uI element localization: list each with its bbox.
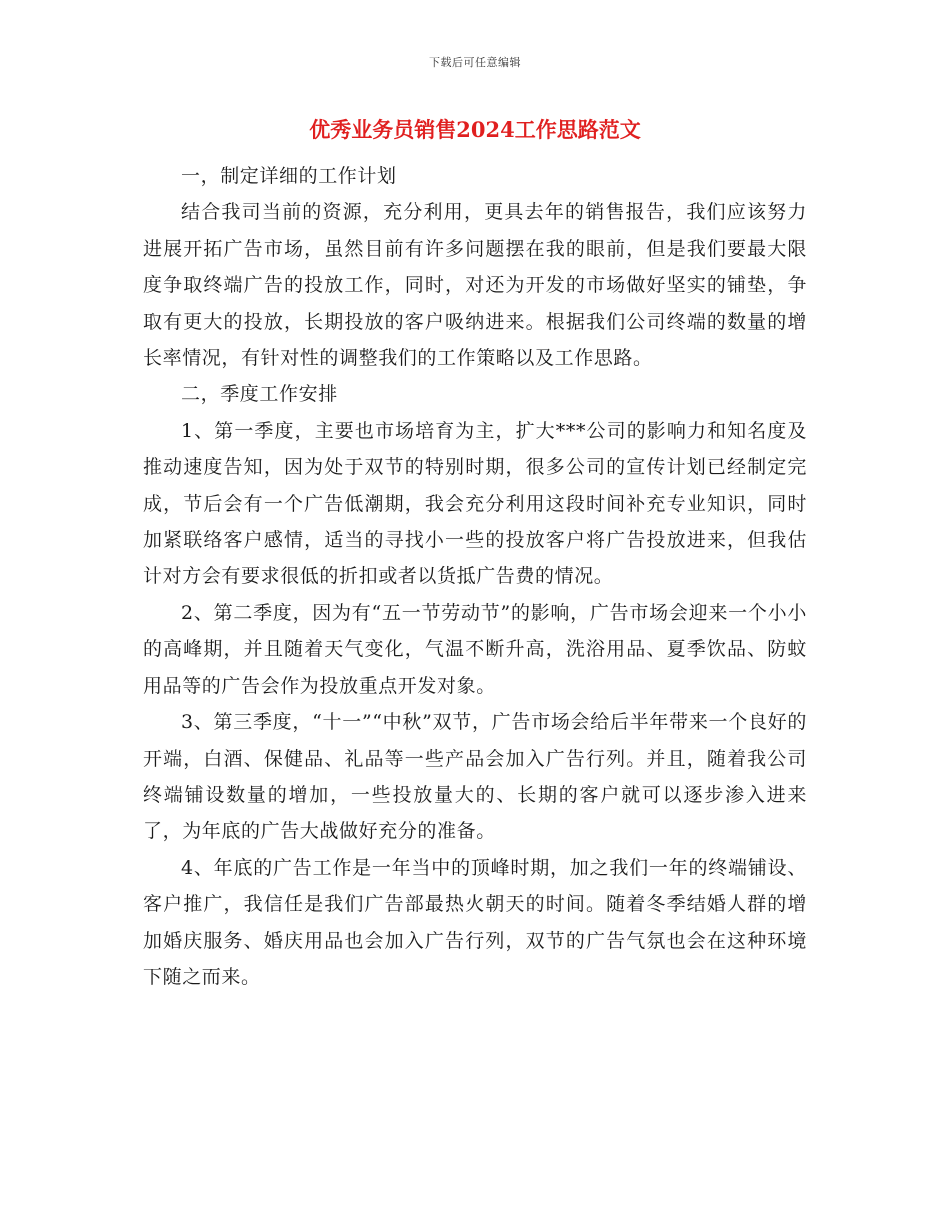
document-body [143, 158, 807, 995]
paragraph-plan: 结合我司当前的资源，充分利用，更具去年的销售报告，我们应该努力进展开拓广告市场，虽然目前有许多问题摆在我的眼前，但是我们要最大限度争取终端广告的投放工作，同时，对还为开发的市场做好坚实的铺垫，争取有更大的投放，长期投放的客户吸纳进来。根据我们公司终端的数量的增长率情况，有针对性的调整我们的工作策略以及工作思路。 [143, 201, 807, 370]
section-heading-plan: 一，制定详细的工作计划 [181, 165, 397, 187]
section-heading-quarterly: 二，季度工作安排 [181, 383, 338, 406]
paragraph-q3: 3、第三季度，“十一”“中秋”双节，广告市场会给后半年带来一个良好的开端，白酒、保健品、礼品等一些产品会加入广告行列。并且，随着我公司终端铺设数量的增加，一些投放量大的、长期的客户就可以逐步渗入进来了，为年底的广告大战做好充分的准备。 [143, 711, 807, 843]
paragraph-q2: 2、第二季度，因为有“五一节劳动节”的影响，广告市场会迎来一个小小的高峰期，并且随着天气变化，气温不断升高，洗浴用品、夏季饮品、防蚊用品等的广告会作为投放重点开发对象。 [143, 601, 807, 697]
paragraph-q1: 1、第一季度，主要也市场培育为主，扩大***公司的影响力和知名度及推动速度告知，因为处于双节的特别时期，很多公司的宣传计划已经制定完成，节后会有一个广告低潮期，我会充分利用这段时间补充专业知识，同时加紧联络客户感情，适当的寻找小一些的投放客户将广告投放进来，但我估计对方会有要求很低的折扣或者以货抵广告费的情况。 [143, 419, 807, 588]
header-note: 下载后可任意编辑 [429, 56, 521, 69]
paragraph-q4: 4、年底的广告工作是一年当中的顶峰时期，加之我们一年的终端铺设、客户推广，我信任是我们广告部最热火朝天的时间。随着冬季结婚人群的增加婚庆服务、婚庆用品也会加入广告行列，双节的广告气氛也会在这种环境下随之而来。 [143, 856, 807, 988]
document-title: 优秀业务员销售2024工作思路范文 [309, 117, 641, 142]
